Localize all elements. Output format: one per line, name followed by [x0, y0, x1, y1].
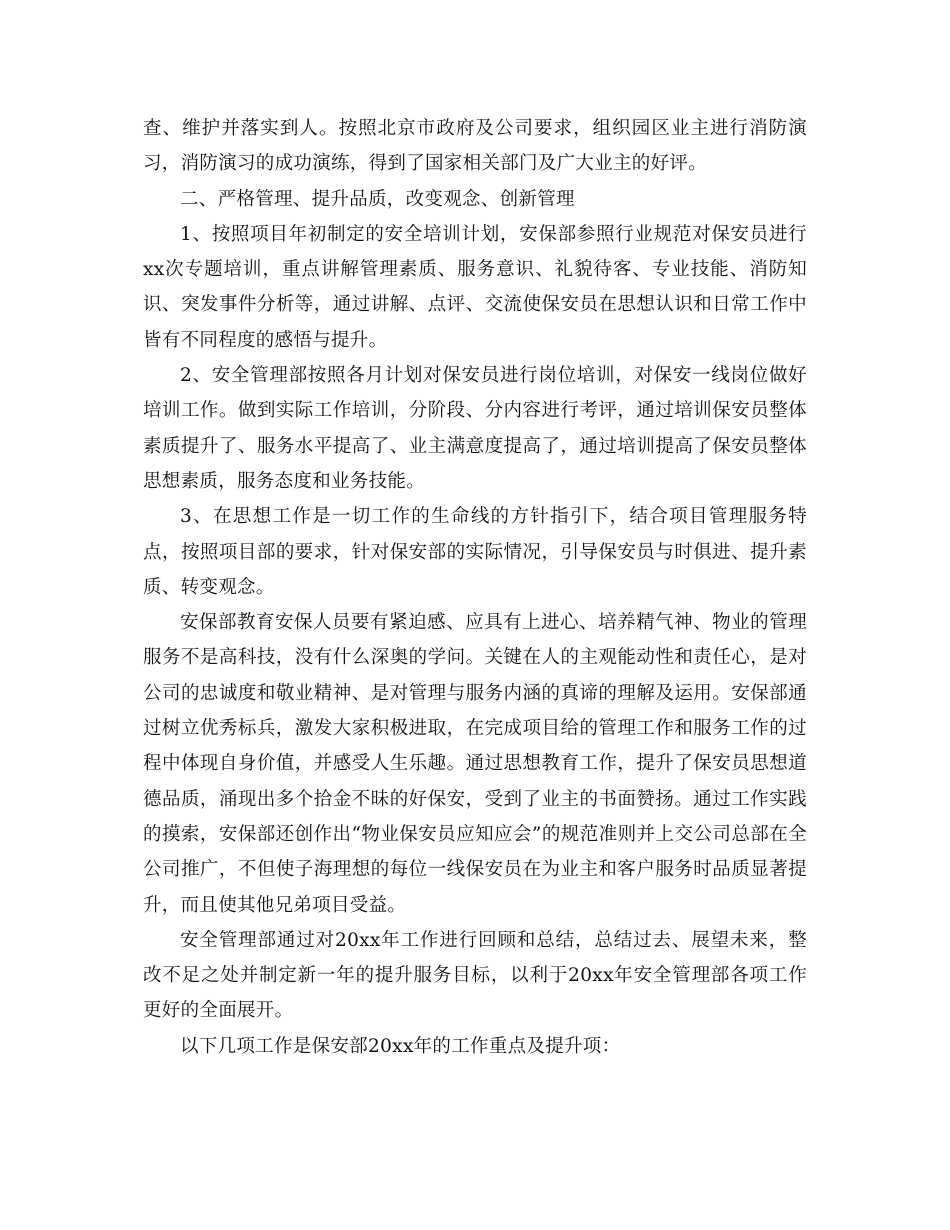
paragraph-1: 查、维护并落实到人。按照北京市政府及公司要求，组织园区业主进行消防演习，消防演习的成功演练，得到了国家相关部门及广大业主的好评。: [143, 118, 807, 175]
paragraph-education: 安保部教育安保人员要有紧迫感、应具有上进心、培养精气神、物业的管理服务不是高科技，没有什么深奥的学问。关键在人的主观能动性和责任心，是对公司的忠诚度和敬业精神、是对管理与服务内涵的真谛的理解及运用。安保部通过树立优秀标兵，激发大家积极进取，在完成项目给的管理工作和服务工作的过程中体现自身价值，并感受人生乐趣。通过思想教育工作，提升了保安员思想道德品质，涌现出多个拾金不昧的好保安，受到了业主的书面赞扬。通过工作实践的摸索，安保部还创作出“物业保安员应知应会”的规范准则并上交公司总部在全公司推广，不但使子海理想的每位一线保安员在为业主和客户服务时品质显著提升，而且使其他兄弟项目受益。: [143, 612, 807, 916]
paragraph-item-1: 1、按照项目年初制定的安全培训计划，安保部参照行业规范对保安员进行xx次专题培训，重点讲解管理素质、服务意识、礼貌待客、专业技能、消防知识、突发事件分析等，通过讲解、点评、交流使保安员在思想认识和日常工作中皆有不同程度的感悟与提升。: [143, 223, 807, 351]
section-heading-2: 二、严格管理、提升品质，改变观念、创新管理: [180, 188, 575, 210]
document-body: [143, 111, 807, 1064]
paragraph-key-points-intro: 以下几项工作是保安部20xx年的工作重点及提升项：: [180, 1035, 621, 1057]
paragraph-item-2: 2、安全管理部按照各月计划对保安员进行岗位培训，对保安一线岗位做好培训工作。做到实际工作培训，分阶段、分内容进行考评，通过培训保安员整体素质提升了、服务水平提高了、业主满意度提高了，通过培训提高了保安员整体思想素质，服务态度和业务技能。: [143, 365, 807, 492]
paragraph-summary: 安全管理部通过对20xx年工作进行回顾和总结，总结过去、展望未来，整改不足之处并制定新一年的提升服务目标，以利于20xx年安全管理部各项工作更好的全面展开。: [143, 929, 807, 1022]
paragraph-item-3: 3、在思想工作是一切工作的生命线的方针指引下，结合项目管理服务特点，按照项目部的要求，针对保安部的实际情况，引导保安员与时俱进、提升素质、转变观念。: [143, 506, 807, 598]
